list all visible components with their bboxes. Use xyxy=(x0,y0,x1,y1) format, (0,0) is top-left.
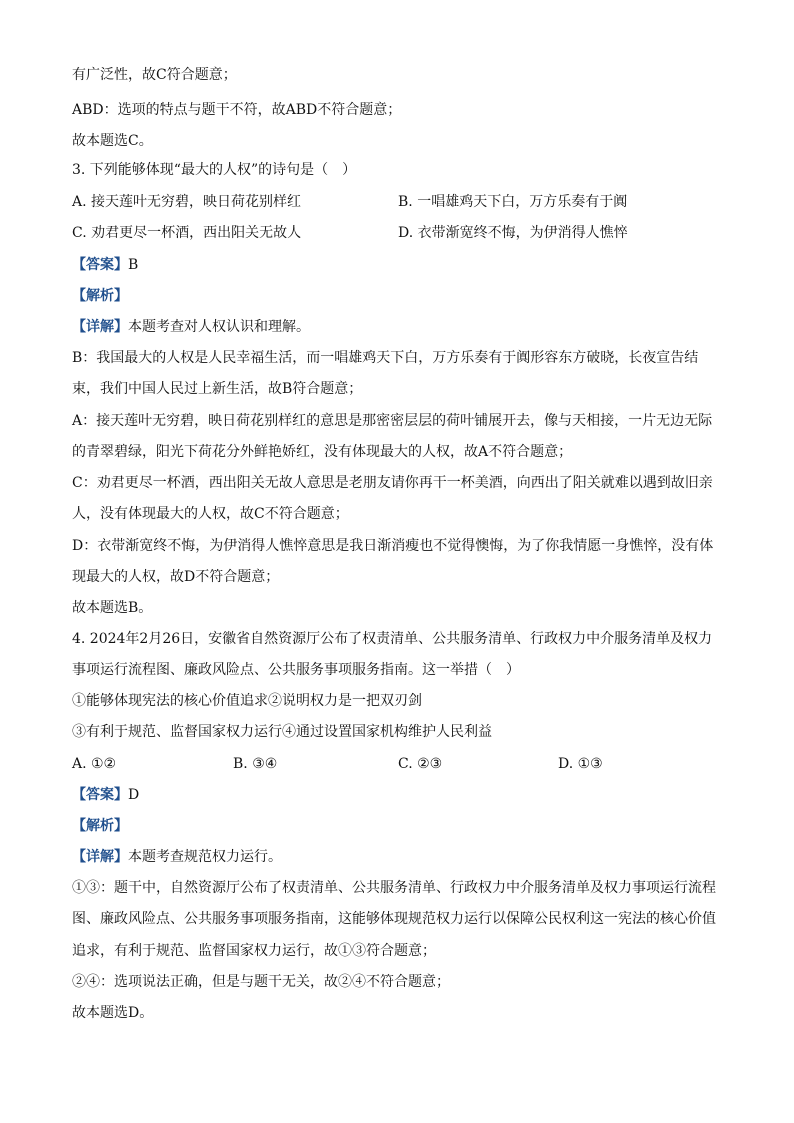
q4-explanation-line: 图、廉政风险点、公共服务事项服务指南，这能够体现规范权力运行以保障公民权利这一宪法的核心价值 xyxy=(72,911,716,927)
q4-explanation-line: ①③：题干中，自然资源厅公布了权责清单、公共服务清单、行政权力中介服务清单及权力事项运行流程 xyxy=(72,880,716,896)
q3-analysis-heading xyxy=(72,287,128,305)
detail-label: 【 详解 】 xyxy=(72,849,128,865)
answer-label: 【 答案 】 xyxy=(72,257,128,273)
q3-answer-line xyxy=(72,256,138,274)
answer-label: 【 答案 】 xyxy=(72,787,128,803)
q3-option-c: C. 劝君更尽一杯酒，西出阳关无故人 xyxy=(72,225,302,241)
q3-explanation-line: D：衣带渐宽终不悔，为伊消得人憔悴意思是我日渐消瘦也不觉得懊悔，为了你我情愿一身憔悴，没有体 xyxy=(72,538,714,554)
q4-statements: ③有利于规范、监督国家权力运行④通过设置国家机构维护人民利益 xyxy=(72,724,492,740)
q4-option-b: B. ③④ xyxy=(233,756,278,772)
q4-conclusion: 故本题选D。 xyxy=(72,1005,154,1021)
q3-detail-line xyxy=(72,318,310,336)
q3-option-b: B. 一唱雄鸡天下白，万方乐奏有于阗 xyxy=(398,194,628,210)
q3-explanation-line: B：我国最大的人权是人民幸福生活，而一唱雄鸡天下白，万方乐奏有于阗形容东方破晓，长夜宣告结 xyxy=(72,350,699,366)
q4-statements: ①能够体现宪法的核心价值追求②说明权力是一把双刃剑 xyxy=(72,693,422,709)
analysis-label: 【 解析 】 xyxy=(72,288,128,304)
q4-explanation-line: ②④：选项说法正确，但是与题干无关，故②④不符合题意； xyxy=(72,974,450,990)
q4-option-a: A. ①② xyxy=(72,756,117,772)
q3-conclusion: 故本题选B。 xyxy=(72,600,153,616)
q3-explanation-line: 现最大的人权，故D不符合题意； xyxy=(72,569,280,585)
q4-explanation-line: 追求，有利于规范、监督国家权力运行，故①③符合题意； xyxy=(72,943,436,959)
q3-explanation-line: 的青翠碧绿，阳光下荷花分外鲜艳娇红，没有体现最大的人权，故A不符合题意； xyxy=(72,444,573,460)
q3-option-d: D. 衣带渐宽终不悔，为伊消得人憔悴 xyxy=(398,225,628,241)
question-3-stem: 3. 下列能够体现“最大的人权”的诗句是（ ） xyxy=(72,162,357,178)
text-line: 故本题选C。 xyxy=(72,133,153,149)
q3-explanation-line: 束，我们中国人民过上新生活，故B符合题意； xyxy=(72,381,363,397)
q4-detail-line xyxy=(72,848,282,866)
detail-label: 【 详解 】 xyxy=(72,319,128,335)
q3-explanation-line: 人，没有体现最大的人权，故C不符合题意； xyxy=(72,506,349,522)
text-line: 有广泛性，故C符合题意； xyxy=(72,67,237,83)
q3-answer-value: B xyxy=(128,257,139,273)
text-line: ABD：选项的特点与题干不符，故ABD不符合题意； xyxy=(72,102,402,118)
q3-explanation-line: A：接天莲叶无穷碧，映日荷花别样红的意思是那密密层层的荷叶铺展开去，像与天相接，一片无边无际 xyxy=(72,413,713,429)
q3-explanation-line: C：劝君更尽一杯酒，西出阳关无故人意思是老朋友请你再干一杯美酒，向西出了阳关就难以遇到故旧亲 xyxy=(72,475,713,491)
q4-detail-text: 本题考查规范权力运行。 xyxy=(128,849,282,865)
question-4-stem: 事项运行流程图、廉政风险点、公共服务事项服务指南。这一举措（ ） xyxy=(72,662,520,678)
q3-detail-text: 本题考查对人权认识和理解。 xyxy=(128,319,310,335)
q4-answer-line xyxy=(72,786,139,804)
analysis-label: 【 解析 】 xyxy=(72,818,128,834)
q4-option-c: C. ②③ xyxy=(398,756,443,772)
question-4-stem: 4. 2024年2月26日，安徽省自然资源厅公布了权责清单、公共服务清单、行政权力中介服务清单及权力 xyxy=(72,631,713,647)
q3-option-a: A. 接天莲叶无穷碧，映日荷花别样红 xyxy=(72,194,302,210)
q4-answer-value: D xyxy=(128,787,140,803)
q4-option-d: D. ①③ xyxy=(558,756,603,772)
q4-analysis-heading xyxy=(72,817,128,835)
